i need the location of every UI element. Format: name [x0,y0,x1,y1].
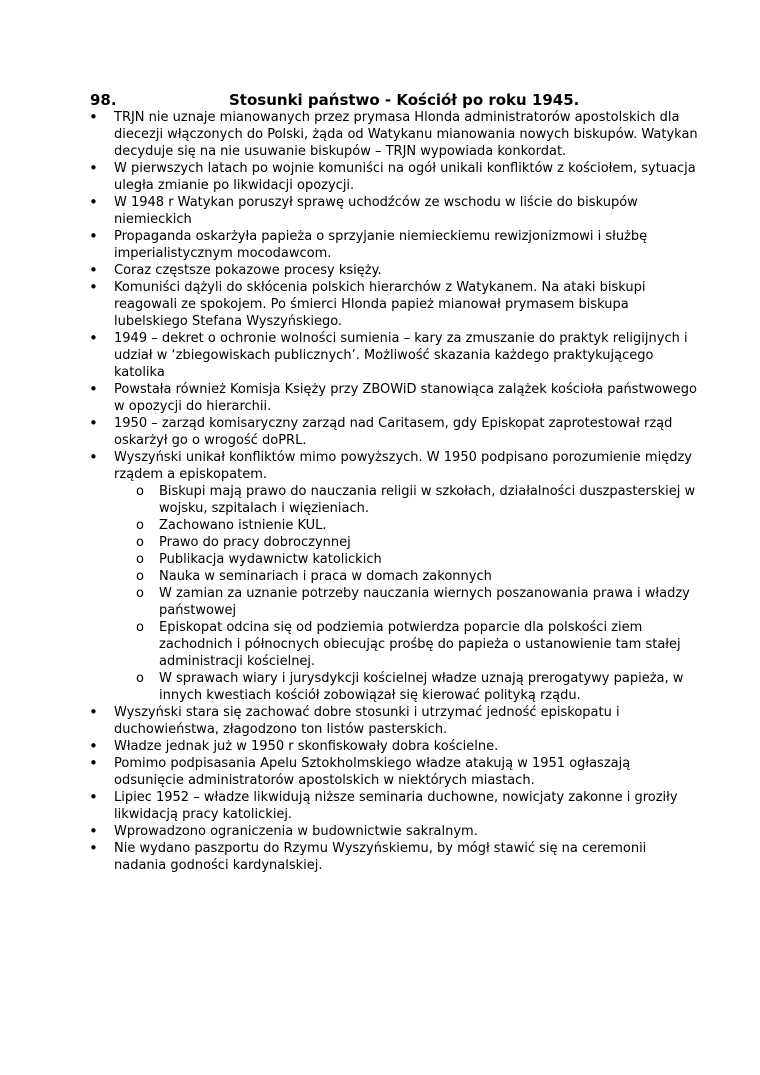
list-item: • Powstała również Komisja Księży przy ZBOWiD stanowiąca zalążek kościoła państwowego w opozycji do hierarchii. [0,381,700,415]
section-heading [90,90,690,110]
section-title: Stosunki państwo - Kościół po roku 1945. [229,91,580,109]
sub-list-item: o Prawo do pracy dobroczynnej [159,534,700,551]
sub-bullet-list [114,483,700,704]
list-item: • W pierwszych latach po wojnie komuniści na ogół unikali konfliktów z kościołem, sytuacja uległa zmianie po likwidacji opozycji. [0,160,700,194]
sub-list-item: o Zachowano istnienie KUL. [159,517,700,534]
sub-list-item: o Publikacja wydawnictw katolickich [159,551,700,568]
list-item: • Władze jednak już w 1950 r skonfiskowały dobra kościelne. [0,738,700,755]
sub-list-item: o Episkopat odcina się od podziemia potwierdza poparcie dla polskości ziem zachodnich i północnych obiecując prośbę do papieża o ustanowienie tam stałej administracji kościelnej. [159,619,700,670]
list-item: • Propaganda oskarżyła papieża o sprzyjanie niemieckiemu rewizjonizmowi i służbę imperialistycznym mocodawcom. [0,228,700,262]
list-item: • Pomimo podpisasania Apelu Sztokholmskiego władze atakują w 1951 ogłaszają odsunięcie administratorów apostolskich w niektórych miastach. [0,755,700,789]
list-item: • Komuniści dążyli do skłócenia polskich hierarchów z Watykanem. Na ataki biskupi reagowali ze spokojem. Po śmierci Hlonda papież mianował prymasem biskupa lubelskiego Stefana Wyszyńskiego. [0,279,700,330]
sub-list-item: o Biskupi mają prawo do nauczania religii w szkołach, działalności duszpasterskiej w wojsku, szpitalach i więzieniach. [159,483,700,517]
bullet-list [0,109,700,874]
sub-list-item: o Nauka w seminariach i praca w domach zakonnych [159,568,700,585]
list-item: • Lipiec 1952 – władze likwidują niższe seminaria duchowne, nowicjaty zakonne i groziły likwidacją pracy katolickiej. [0,789,700,823]
list-item: • Nie wydano paszportu do Rzymu Wyszyńskiemu, by mógł stawić się na ceremonii nadania godności kardynalskiej. [0,840,700,874]
list-item: • Wyszyński stara się zachować dobre stosunki i utrzymać jedność episkopatu i duchowieństwa, złagodzono ton listów pasterskich. [0,704,700,738]
section-number: 98. [90,91,117,109]
list-item: • Wprowadzono ograniczenia w budownictwie sakralnym. [0,823,700,840]
sub-list-item: o W sprawach wiary i jurysdykcji kościelnej władze uznają prerogatywy papieża, w innych kwestiach kościół zobowiązał się kierować polityką rządu. [159,670,700,704]
list-item: • TRJN nie uznaje mianowanych przez prymasa Hlonda administratorów apostolskich dla diecezji włączonych do Polski, żąda od Watykanu mianowania nowych biskupów. Watykan decyduje się na nie usuwanie biskupów – TRJN wypowiada konkordat. [0,109,700,160]
list-item: • Coraz częstsze pokazowe procesy księży. [0,262,700,279]
list-item-with-sublist [0,449,700,704]
sub-list-item: o W zamian za uznanie potrzeby nauczania wiernych poszanowania prawa i władzy państwowej [159,585,700,619]
list-item: • 1949 – dekret o ochronie wolności sumienia – kary za zmuszanie do praktyk religijnych i udział w ‘zbiegowiskach publicznych’. Możliwość skazania każdego praktykującego katolika [0,330,700,381]
list-item-text: Wyszyński unikał konfliktów mimo powyższych. W 1950 podpisano porozumienie między rządem a episkopatem. [114,450,692,482]
list-item: • W 1948 r Watykan poruszył sprawę uchodźców ze wschodu w liście do biskupów niemieckich [0,194,700,228]
list-item: • 1950 – zarząd komisaryczny zarząd nad Caritasem, gdy Episkopat zaprotestował rząd oskarżył go o wrogość doPRL. [0,415,700,449]
